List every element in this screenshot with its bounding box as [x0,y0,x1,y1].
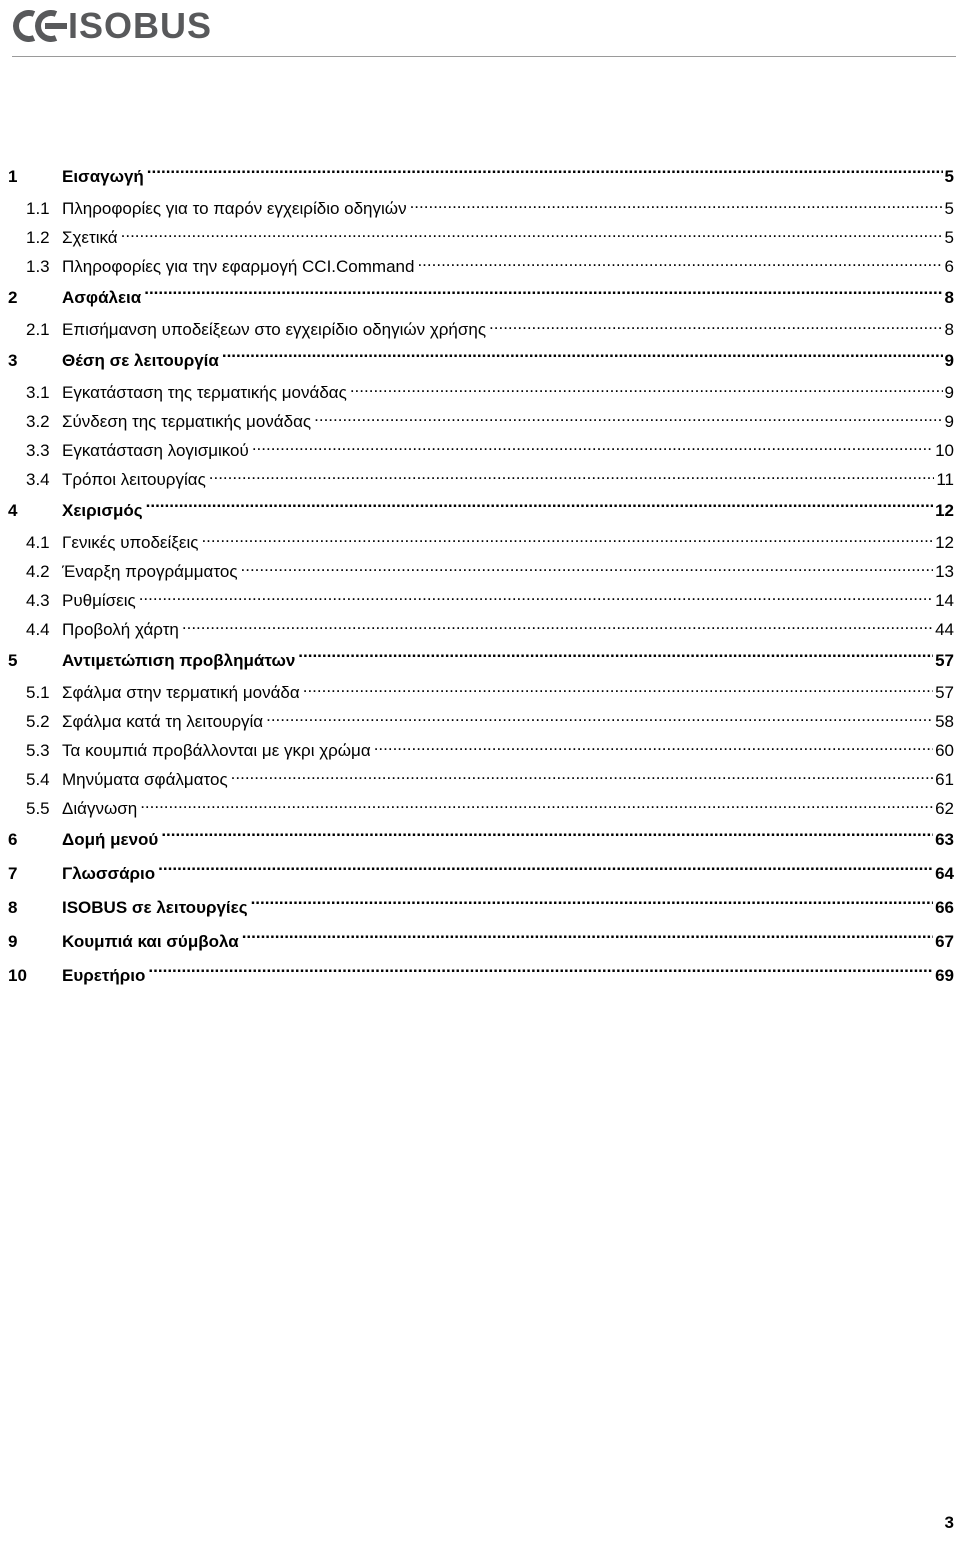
toc-entry [8,794,954,823]
toc-section-number: 2.1 [26,320,50,339]
toc-dot-leader [298,649,933,666]
toc-entry [8,378,954,407]
toc-page-number: 63 [935,830,954,849]
toc-dot-leader [350,381,943,398]
toc-entry [62,959,954,993]
toc-section-row[interactable] [8,465,954,494]
toc-title: Ασφάλεια [62,288,142,307]
toc-page-number: 62 [935,799,954,818]
toc-chapter-number: 3 [8,351,18,370]
toc-page-number: 66 [935,898,954,917]
toc-entry [8,586,954,615]
toc-page-number: 58 [935,712,954,731]
toc-section-row[interactable] [8,223,954,252]
toc-chapter-row[interactable] [8,925,954,959]
toc-dot-leader [161,828,933,845]
toc-entry [8,194,954,223]
toc-entry [62,494,954,528]
toc-page-number: 57 [935,651,954,670]
toc-section-row[interactable] [8,678,954,707]
toc-section-row[interactable] [8,252,954,281]
toc-dot-leader [251,896,934,913]
toc-section-number: 5.3 [26,741,50,760]
toc-page-number: 9 [944,383,954,402]
toc-dot-leader [140,797,933,814]
table-of-contents [8,160,954,993]
toc-entry [8,465,954,494]
toc-chapter-row[interactable] [8,644,954,678]
toc-section-number: 3.1 [26,383,50,402]
toc-title: Θέση σε λειτουργία [62,351,219,370]
toc-entry [62,891,954,925]
toc-page-number: 69 [935,966,954,985]
toc-section-number: 3.3 [26,441,50,460]
toc-dot-leader [146,499,933,516]
toc-section-row[interactable] [8,586,954,615]
header-rule [12,56,956,57]
toc-entry [8,528,954,557]
toc-section-number: 4.1 [26,533,50,552]
toc-entry [62,857,954,891]
toc-chapter-row[interactable] [8,959,954,993]
toc-section-number: 1.2 [26,228,50,247]
toc-section-number: 1.3 [26,257,50,276]
toc-entry [8,707,954,736]
toc-page-number: 5 [944,228,954,247]
toc-section-number: 4.2 [26,562,50,581]
toc-page-number: 60 [935,741,954,760]
toc-title: ISOBUS σε λειτουργίες [62,898,248,917]
toc-page-number: 9 [944,351,954,370]
toc-section-number: 4.4 [26,620,50,639]
toc-dot-leader [374,739,933,756]
toc-dot-leader [252,439,933,456]
toc-section-row[interactable] [8,557,954,586]
toc-page-number: 6 [944,257,954,276]
toc-entry [8,736,954,765]
toc-entry [8,765,954,794]
toc-title: Γλωσσάριο [62,864,156,883]
toc-dot-leader [242,930,933,947]
toc-section-number: 5.4 [26,770,50,789]
toc-entry [62,925,954,959]
toc-dot-leader [121,226,943,243]
toc-chapter-number: 5 [8,651,18,670]
toc-entry [8,615,954,644]
toc-title: Κουμπιά και σύμβολα [62,932,239,951]
toc-page-number: 10 [935,441,954,460]
toc-section-row[interactable] [8,794,954,823]
toc-chapter-row[interactable] [8,823,954,857]
toc-section-number: 3.4 [26,470,50,489]
toc-entry [8,315,954,344]
toc-chapter-row[interactable] [8,891,954,925]
toc-page-number: 14 [935,591,954,610]
toc-dot-leader [182,618,933,635]
toc-entry [62,344,954,378]
toc-page-number: 64 [935,864,954,883]
toc-title: Πληροφορίες για το παρόν εγχειρίδιο οδηγιών [62,199,407,218]
toc-section-row[interactable] [8,378,954,407]
toc-section-number: 3.2 [26,412,50,431]
toc-chapter-row[interactable] [8,857,954,891]
toc-section-row[interactable] [8,765,954,794]
toc-title: Ευρετήριο [62,966,146,985]
toc-dot-leader [209,468,935,485]
toc-title: Διάγνωση [62,799,138,818]
toc-section-row[interactable] [8,315,954,344]
page-number: 3 [944,1513,954,1532]
toc-entry [8,557,954,586]
toc-title: Μηνύματα σφάλματος [62,770,228,789]
toc-chapter-number: 2 [8,288,18,307]
toc-title: Τρόποι λειτουργίας [62,470,206,489]
toc-title: Έναρξη προγράμματος [62,562,238,581]
toc-title: Εγκατάσταση λογισμικού [62,441,249,460]
toc-page-number: 8 [944,288,954,307]
toc-section-number: 5.2 [26,712,50,731]
toc-section-number: 5.1 [26,683,50,702]
toc-section-number: 1.1 [26,199,50,218]
toc-dot-leader [417,255,942,272]
toc-page-number: 57 [935,683,954,702]
toc-dot-leader [314,410,942,427]
toc-chapter-row[interactable] [8,494,954,528]
toc-section-row[interactable] [8,736,954,765]
toc-entry [62,823,954,857]
toc-title: Ρυθμίσεις [62,591,136,610]
toc-section-row[interactable] [8,615,954,644]
toc-title: Πληροφορίες για την εφαρμογή CCI.Command [62,257,415,276]
toc-chapter-number: 10 [8,966,27,985]
toc-entry [8,436,954,465]
toc-section-row[interactable] [8,194,954,223]
toc-page-number: 61 [935,770,954,789]
toc-dot-leader [303,681,933,698]
toc-entry [8,678,954,707]
toc-section-row[interactable] [8,528,954,557]
toc-dot-leader [201,531,933,548]
toc-title: Προβολή χάρτη [62,620,179,639]
toc-title: Σφάλμα κατά τη λειτουργία [62,712,264,731]
toc-entry [62,160,954,194]
toc-chapter-number: 4 [8,501,18,520]
toc-chapter-number: 7 [8,864,18,883]
toc-page-number: 67 [935,932,954,951]
toc-section-number: 4.3 [26,591,50,610]
toc-dot-leader [489,318,943,335]
toc-dot-leader [148,964,933,981]
toc-section-row[interactable] [8,707,954,736]
toc-title: Σχετικά [62,228,118,247]
toc-section-row[interactable] [8,407,954,436]
toc-title: Σφάλμα στην τερματική μονάδα [62,683,300,702]
cci-logo-icon [12,6,70,46]
toc-dot-leader [158,862,933,879]
toc-page-number: 11 [936,470,954,489]
cci-isobus-logo [12,6,212,46]
toc-title: Δομή μενού [62,830,159,849]
toc-chapter-number: 6 [8,830,18,849]
toc-entry [62,281,954,315]
toc-section-row[interactable] [8,436,954,465]
toc-section-number: 5.5 [26,799,50,818]
toc-chapter-row[interactable] [8,281,954,315]
toc-chapter-number: 9 [8,932,18,951]
toc-title: Εισαγωγή [62,167,144,186]
toc-title: Γενικές υποδείξεις [62,533,199,552]
toc-chapter-number: 1 [8,167,18,186]
toc-dot-leader [231,768,933,785]
toc-dot-leader [266,710,933,727]
toc-entry [62,644,954,678]
toc-chapter-row[interactable] [8,160,954,194]
toc-page-number: 44 [935,620,954,639]
toc-dot-leader [144,286,942,303]
toc-chapter-number: 8 [8,898,18,917]
toc-page-number: 12 [935,501,954,520]
toc-page-number: 13 [935,562,954,581]
toc-entry [8,223,954,252]
toc-dot-leader [410,197,943,214]
toc-dot-leader [222,349,943,366]
toc-entry [8,407,954,436]
toc-title: Αντιμετώπιση προβλημάτων [62,651,296,670]
toc-dot-leader [147,165,943,182]
logo-text: ISOBUS [68,5,213,46]
toc-title: Επισήμανση υποδείξεων στο εγχειρίδιο οδηγιών χρήσης [62,320,487,339]
toc-title: Τα κουμπιά προβάλλονται με γκρι χρώμα [62,741,371,760]
toc-page-number: 5 [944,167,954,186]
toc-title: Σύνδεση της τερματικής μονάδας [62,412,312,431]
toc-page-number: 5 [944,199,954,218]
toc-page-number: 9 [944,412,954,431]
toc-chapter-row[interactable] [8,344,954,378]
toc-entry [8,252,954,281]
toc-title: Εγκατάσταση της τερματικής μονάδας [62,383,347,402]
toc-page-number: 8 [944,320,954,339]
toc-page-number: 12 [935,533,954,552]
toc-dot-leader [139,589,933,606]
toc-title: Χειρισμός [62,501,143,520]
toc-dot-leader [241,560,934,577]
